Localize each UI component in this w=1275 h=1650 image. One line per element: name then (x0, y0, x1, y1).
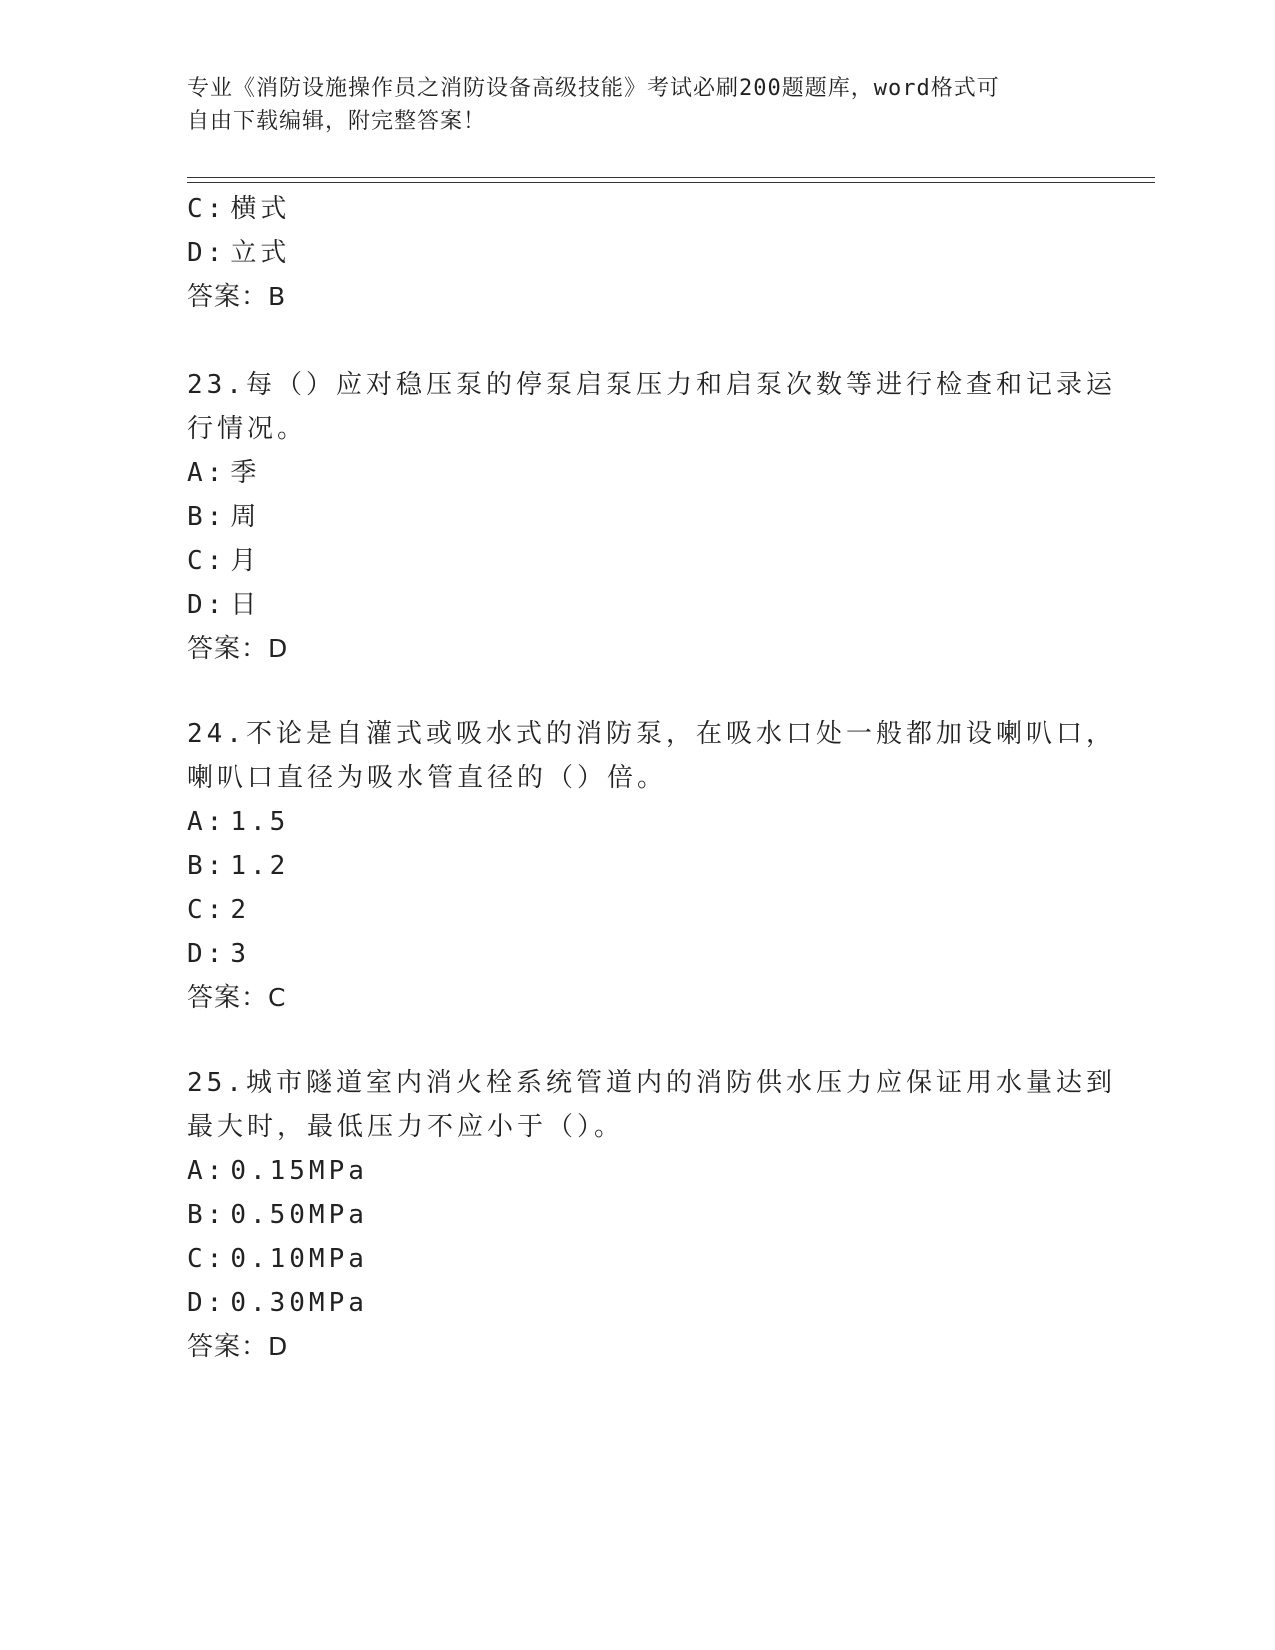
question-25-option-a: A: 0.15MPa (187, 1156, 368, 1186)
question-23-option-d: D: 日 (187, 590, 261, 620)
question-24-option-b: B: 1.2 (187, 851, 290, 881)
question-23-answer: 答案：D (187, 634, 289, 664)
question-24-option-c: C: 2 (187, 895, 250, 925)
header-divider-top (187, 177, 1155, 178)
question-23-option-b: B: 周 (187, 502, 261, 532)
question-24-text-line-1: 24.不论是自灌式或吸水式的消防泵，在吸水口处一般都加设喇叭口， (187, 719, 1116, 749)
question-25-option-d: D: 0.30MPa (187, 1288, 368, 1318)
question-25-option-c: C: 0.10MPa (187, 1244, 368, 1274)
question-24-answer: 答案：C (187, 983, 287, 1013)
header-line-2: 自由下载编辑，附完整答案！ (187, 109, 487, 134)
question-24-text-line-2: 喇叭口直径为吸水管直径的（）倍。 (187, 763, 668, 793)
question-23-text-line-1: 23.每（）应对稳压泵的停泵启泵压力和启泵次数等进行检查和记录运 (187, 370, 1116, 400)
question-25-answer: 答案：D (187, 1332, 289, 1362)
header-line-1: 专业《消防设施操作员之消防设备高级技能》考试必刷200题题库，word格式可 (187, 76, 1000, 101)
question-24-option-a: A: 1.5 (187, 807, 290, 837)
option-c: C: 横式 (187, 194, 291, 224)
question-24-option-d: D: 3 (187, 939, 250, 969)
question-25-text-line-2: 最大时，最低压力不应小于（）。 (187, 1112, 625, 1142)
question-23-option-c: C: 月 (187, 546, 261, 576)
document-header (187, 72, 1087, 138)
question-25-text-line-1: 25.城市隧道室内消火栓系统管道内的消防供水压力应保证用水量达到 (187, 1068, 1116, 1098)
header-divider-bottom (187, 182, 1155, 183)
question-23-text-line-2: 行情况。 (187, 414, 308, 444)
question-23-option-a: A: 季 (187, 458, 261, 488)
option-d: D: 立式 (187, 238, 291, 268)
answer: 答案：B (187, 282, 287, 312)
question-25-option-b: B: 0.50MPa (187, 1200, 368, 1230)
